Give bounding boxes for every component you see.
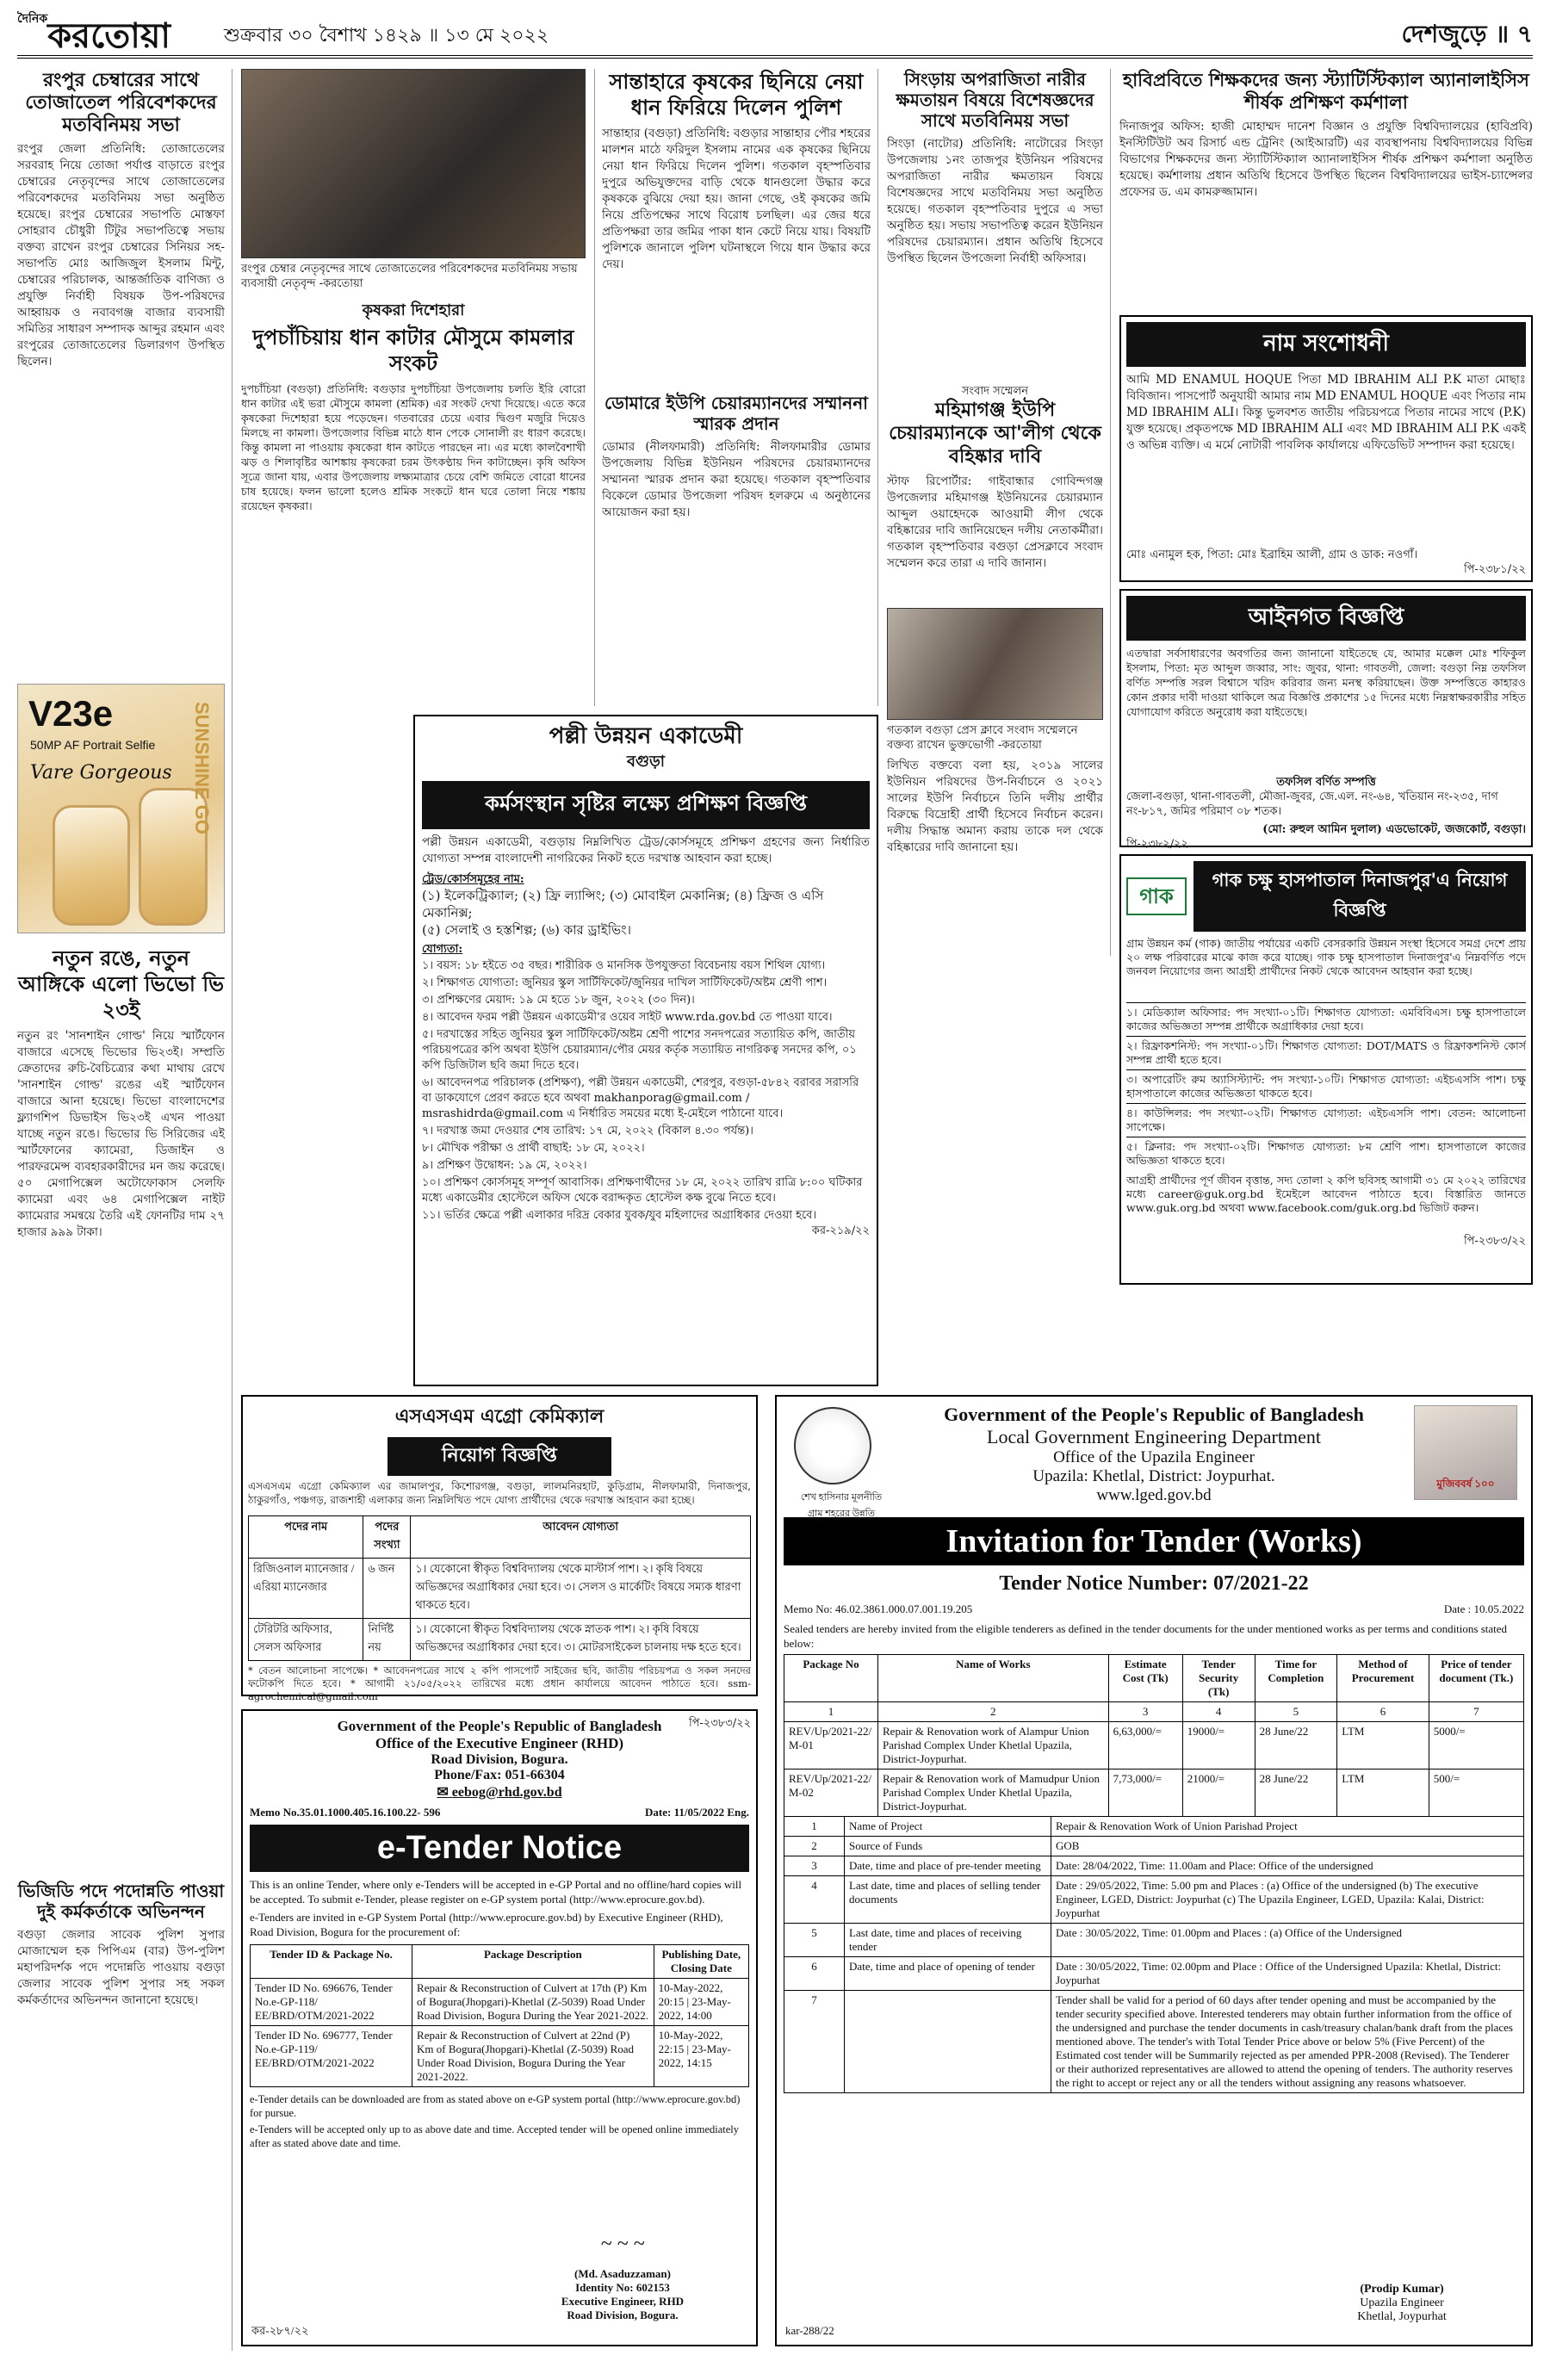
table-cell: নির্দিষ্ট নয় [363,1619,411,1661]
headline: দুপচাঁচিয়ায় ধান কাটার মৌসুমে কামলার সংকট [252,325,574,375]
ssm-footer: * বেতন আলোচনা সাপেক্ষে। * আবেদনপত্রের সাথে ২ কপি পাসপোর্ট সাইজের ছবি, জাতীয় পরিচয়পত্র ও সকল সনদের ফটোকপি দিতে হবে। * আগামী ২১/০৫/২০২২ তারিখের মধ্যে প্রধান কার্যালয়ে আবেদন পাঠাতে হবে। ssm-agrochemical@gmail.com [248,1664,751,1702]
rhd-note: e-Tenders will be accepted only up to as above date and time. Accepted tender will be opened online immediately after as stated above date and time. [250,2123,740,2149]
table-header: পদের সংখ্যা [363,1516,411,1559]
table-cell: Repair & Reconstruction of Culvert at 22nd (P) Km of Bogura(Jhopgari)-Khetlal (Z-5039) Road Under Road Division, Bogura During the Year 2021-2022. [412,2026,654,2087]
vivo-ad [17,684,225,933]
article-body: স্টাফ রিপোর্টার: গাইবান্ধার গোবিন্দগঞ্জ উপজেলার মহিমাগঞ্জ ইউনিয়নের চেয়ারম্যান আব্দুল ওয়াহেদকে আওয়ামী লীগ থেকে বহিষ্কারের দাবি জানিয়েছেন দলীয় নেতাকর্মীরা। গতকাল বৃহস্পতিবার বগুড়া প্রেসক্লাবে সংবাদ সম্মেলন করে তারা এ দাবি জানান। [887,474,1103,570]
article-body: দুপচাঁচিয়া (বগুড়া) প্রতিনিধি: বগুড়ার দুপচাঁচিয়া উপজেলায় চলতি ইরি বোরো ধান কাটার এই ভরা মৌসুমে কামলা (শ্রমিক) এর সংকট দেখা দিয়েছে। এতে করে কৃষকেরা দিশেহারা হয়ে পড়েছেন। গতবারের চেয়ে এবার দ্বিগুণ মজুরি দিয়েও মিলছে না কামলা। উপজেলার বিভিন্ন মাঠে ধান পেকে সোনালী রং ধারণ করেছে। কিন্তু কামলা না পাওয়ায় কৃষকেরা ধান কাটতে পারছেন না। এর মধ্যে কালবৈশাখী ঝড় ও শিলাবৃষ্টির আশঙ্কায় কৃষকেরা চরম উৎকণ্ঠায় দিন কাটাচ্ছেন। কৃষি অফিস সূত্রে জানা যায়, এবার উপজেলায় লক্ষ্যমাত্রার চেয়ে বেশি জমিতে বোরো ধানের চাষ হয়েছে। ফলন ভালো হলেও শ্রমিক সংকটে ধান ঘরে তোলা নিয়ে শঙ্কায় রয়েছেন কৃষকরা। [241,382,586,512]
rhd-etender-notice [241,1709,758,2346]
rda-rule: ১। বয়স: ১৮ হইতে ৩৫ বছর। শারীরিক ও মানসিক উপযুক্ততা বিবেচনায় বয়স শিথিল যোগ্য। [422,959,826,972]
table-header: Estimate Cost (Tk) [1108,1655,1182,1702]
rhd-memo-row [250,1806,749,1819]
table-cell: Tender shall be valid for a period of 60 days after tender opening and must be accompanied by the tender security specified above. Interested tenderers may obtain further information from the office of the undersigned and purchase the tender documents in cash/treasury chalan/bank draft from the places mentioned above. The tender's with Total Tender Price above or below 5% (Five Percent) of the Estimated cost tender will be Summarily rejected as per amended PPR-2008 (Revised). The Tenderer or their authorized representatives are allowed to attend the opening of tenders. The authority reserves the right to accept or reject any or all the tenders without assigning any reasons whatsoever. [1051,1991,1524,2093]
notice-ref: পি-২৩৮১/২২ [1464,563,1526,576]
gak-position: ২। রিফ্রাকশনিস্ট: পদ সংখ্যা-০১টি। শিক্ষাগত যোগ্যতা: DOT/MATS ও রিফ্রাকশনিস্ট কোর্স সম্পন্ন প্রার্থী হতে হবে। [1126,1036,1526,1069]
legal-ref: পি-২৩৮২/২২ [1126,838,1189,851]
headline: ভিজিডি পদে পদোন্নতি পাওয়া দুই কর্মকর্তাকে অভিনন্দন [17,1881,225,1922]
legal-sign: (মো: রুহুল আমিন দুলাল) এডভোকেট, জজকোর্ট, বগুড়া। [1262,823,1526,836]
ssm-title: এসএসএম এগ্রো কেমিক্যাল [394,1405,604,1428]
lged-info-table [784,1816,1524,2093]
lged-tender-notice [775,1395,1533,2346]
table-cell: 10-May-2022, 20:15 | 23-May-2022, 14:00 [654,1979,748,2026]
table-header: আবেদন যোগ্যতা [411,1516,751,1559]
rda-intro: পল্লী উন্নয়ন একাডেমী, বগুড়ায় নিম্নলিখিত ট্রেড/কোর্সসমূহে প্রশিক্ষণ গ্রহণের জন্য নির্ধারিত যোগ্যতা সম্পন্ন বাংলাদেশী নাগরিকের নিকট হতে দরখাস্ত আহবান করা হচ্ছে। [422,835,870,865]
legal-schedule-title: তফসিল বর্ণিত সম্পত্তি [1276,776,1376,789]
notice-body: আমি MD ENAMUL HOQUE পিতা MD IBRAHIM ALI P.K মাতা মোছাঃ বিবিজান। পাসপোর্ট অনুযায়ী আমার নাম MD ENAMUL HOQUE এবং পিতার নাম MD IBRAHIM ALI। কিন্তু ভুলবশত জাতীয় পরিচয়পত্রে পিতার নামের সাথে (P.K) যুক্ত হয়েছে। প্রকৃতপক্ষে MD IBRAHIM ALI এবং MD IBRAHIM ALI P.K একই ও অভিন্ন ব্যক্তি। এ মর্মে নোটারী পাবলিক কার্যালয়ে এফিডেভিট সম্পাদন করা হয়েছে। [1126,373,1526,452]
table-row [251,1979,749,2026]
legal-notice [1119,589,1533,851]
table-cell: 6 [1337,1702,1429,1722]
gak-title: গাক চক্ষু হাসপাতাল দিনাজপুর'এ নিয়োগ বিজ্ঞপ্তি [1194,861,1526,932]
headline: সিংড়ায় অপরাজিতা নারীর ক্ষমতায়ন বিষয়ে বিশেষজ্ঞদের সাথে মতবিনিময় সভা [896,69,1094,131]
table-cell: Tender ID No. 696676, Tender No.e-GP-118/ EE/BRD/OTM/2021-2022 [251,1979,412,2026]
table-cell: 5 [1255,1702,1337,1722]
rda-training-notice [413,715,878,1386]
sign-place: Khetlal, Joypurhat [1357,2310,1447,2323]
table-cell: 1 [784,1817,845,1837]
article-body: নতুন রং 'সানশাইন গোল্ড' নিয়ে স্মার্টফোন বাজারে এসেছে ভিভোর ভি২৩ই। সম্প্রতি ক্রেতাদের রুচি-বৈচিত্র্যের কথা মাথায় রেখে 'সানশাইন গোল্ড' রঙের এই স্মার্টফোন বাজারে আনা হয়েছে। ভিভো বাংলাদেশের ফ্ল্যাগশিপ ডিভাইস ভি২৩ই এখন পাওয়া যাচ্ছে নতুন রঙে। ভিভোর ভি সিরিজের এই স্মার্টফোনের ক্যামেরা, ডিজাইন ও পারফরমেন্স ব্যবহারকারীদের মন জয় করেছে। ৫০ মেগাপিক্সেল অটোফোকাস সেলফি ক্যামেরা এবং ৬৪ মেগাপিক্সেল নাইট ক্যামেরার সমন্বয়ে তৈরি এই ফোনটির দাম ২৭ হাজার ৯৯৯ টাকা। [17,1029,225,1239]
lged-notice-no: Tender Notice Number: 07/2021-22 [999,1572,1309,1595]
lged-date: Date : 10.05.2022 [1443,1602,1524,1615]
rhd-email[interactable]: ✉ eebog@rhd.gov.bd [437,1785,562,1800]
table-cell: Name of Project [845,1817,1051,1837]
table-cell: 7 [784,1991,845,2093]
issue-date: শুক্রবার ৩০ বৈশাখ ১৪২৯ ॥ ১৩ মে ২০২২ [224,25,549,46]
sign-title: Upazila Engineer [1360,2296,1444,2309]
table-cell: LTM [1337,1722,1429,1770]
lged-upazila: Upazila: Khetlal, District: Joypurhat. [1032,1467,1275,1485]
rda-rule: ৬। আবেদনপত্র পরিচালক (প্রশিক্ষণ), পল্লী উন্নয়ন একাডেমী, শেরপুর, বগুড়া-৫৮৪২ বরাবর সরাসরি বা ডাকযোগে প্রেরণ করতে হবে অথবা makhanporag@gmail.com / msrashidrda@gmail.com এ নির্ধারিত সময়ের মধ্যে ই-মেইলে পাঠানো যাবে। [422,1076,859,1120]
lged-slogan: শেখ হাসিনার মূলনীতি গ্রাম শহরের উন্নতি [800,1492,883,1519]
rhd-ref: কর-২৮৭/২২ [251,2324,309,2337]
mail-icon: ✉ [437,1785,452,1800]
rda-banner: কর্মসংস্থান সৃষ্টির লক্ষ্যে প্রশিক্ষণ বিজ্ঞপ্তি [422,781,870,829]
headline: হাবিপ্রবিতে শিক্ষকদের জন্য স্ট্যাটিস্টিক্যাল অ্যানালাইসিস শীর্ষক প্রশিক্ষণ কর্মশালা [1123,69,1529,113]
rhd-intro: This is an online Tender, where only e-Tenders will be accepted in e-GP Portal and no offline/hard copies will be accepted. To submit e-Tender, please register on e-GP system portal (http://www.eprocure.gov.bd). [250,1878,742,1906]
courses-label: ট্রেড/কোর্সসমূহের নাম: [422,873,524,886]
table-header: Price of tender document (Tk.) [1429,1655,1523,1702]
table-cell: Date : 30/05/2022, Time: 01.00pm and Places : (a) Office of the Undersigned [1051,1924,1524,1957]
article-body: দিনাজপুর অফিস: হাজী মোহাম্মদ দানেশ বিজ্ঞান ও প্রযুক্তি বিশ্ববিদ্যালয়ের (হাবিপ্রবি) ইনস্টিটিউট অব রিসার্চ এন্ড ট্রেনিং (আইআরটি) এর ব্যবস্থাপনায় বিশ্ববিদ্যালয়ের বিভিন্ন বিভাগের শিক্ষকদের জন্য স্ট্যাটিস্টিক্যাল অ্যানালাইসিস শীর্ষক প্রশিক্ষণ কর্মশালা অনুষ্ঠিত হয়েছে। কর্মশালায় প্রধান অতিথি হিসেবে উপস্থিত ছিলেন বিশ্ববিদ্যালয়ের ভাইস-চ্যান্সেলর প্রফেসর ড. এম কামরুজ্জামান। [1119,120,1533,199]
sign-id: Identity No: 602153 [575,2281,670,2294]
table-cell: 4 [784,1876,845,1924]
table-cell: 7 [1429,1702,1523,1722]
table-cell: রিজিওনাল ম্যানেজার / এরিয়া ম্যানেজার [249,1559,363,1619]
mujib-logo-text: মুজিববর্ষ ১০০ [1436,1478,1495,1490]
gak-footer: আগ্রহী প্রার্থীদের পূর্ণ জীবন বৃত্তান্ত, সদ্য তোলা ২ কপি ছবিসহ আগামী ৩১ মে ২০২২ তারিখের মধ্যে career@guk.org.bd ইমেইলে আবেদন পাঠাতে হবে। বিস্তারিত জানতে www.guk.org.bd অথবা www.facebook.com/guk.org.bd ভিজিট করুন। [1126,1174,1526,1214]
legal-schedule-row: জেলা-বগুড়া, থানা-গাবতলী, মৌজা-জুবর, জে.এল. নং-৬৪, খতিয়ান নং-২৩৫, দাগ নং-৮১৭, জমির পরিমাণ ০৮ শতক। [1126,790,1498,818]
ad-signature: Vare Gorgeous [30,762,172,784]
rda-title: পল্লী উন্নয়ন একাডেমী [549,723,743,749]
table-cell: Last date, time and places of receiving tender [845,1924,1051,1957]
table-cell: Date : 29/05/2022, Time: 5.00 pm and Places : (a) Office of the undersigned (b) The executive Engineer, LGED, District: Joypurhat (c) The Upazila Engineer, LGED, Upazila: Kalai, District: Joypurhat [1051,1876,1524,1924]
rhd-gov: Government of the People's Republic of Bangladesh [337,1718,662,1734]
table-row [784,1817,1524,1837]
table-cell: 10-May-2022, 22:15 | 23-May-2022, 14:15 [654,2026,748,2087]
press-photo [887,608,1103,720]
rda-rules [422,958,870,1224]
rhd-signature-block [524,2233,722,2322]
article-body: রংপুর জেলা প্রতিনিধি: তোজাতেলের সরবরাহ নিয়ে তোজা পর্যাপ্ত বাড়াতে রংপুর চেম্বারের নেতৃবৃন্দের সাথে তোজাতেলের পরিবেশকদের মতবিনিময় সভা অনুষ্ঠিত হয়েছে। রংপুর চেম্বারের সভাপতি মোস্তফা সোহরাব চৌধুরী টিটুর সভাপতিত্বে সভায় বক্তব্য রাখেন রংপুর চেম্বারের সিনিয়র সহ-সভাপতি মোঃ আজিজুল ইসলাম মিন্টু, চেম্বারের পরিচালক, আন্তর্জাতিক বাণিজ্য ও প্রযুক্তি নির্বাহী বিষয়ক উপ-পরিষদের আহ্বায়ক ও নবাবগঞ্জ বাজার ব্যবসায়ী সমিতির সাধারণ সম্পাদক আব্দুর রহমান এবং রংপুরের তোজাতেলের ডিলারগণ উপস্থিত ছিলেন। [17,142,225,369]
section-name: দেশজুড়ে ॥ ৭ [1401,20,1533,48]
rda-ref: কর-২১৯/২২ [811,1224,870,1237]
photo-caption: গতকাল বগুড়া প্রেস ক্লাবে সংবাদ সম্মেলনে বক্তব্য রাখেন ভুক্তভোগী -করতোয়া [887,724,1078,752]
table-cell: ১। যেকোনো স্বীকৃত বিশ্ববিদ্যালয় থেকে মাস্টার্স পাশ। ২। কৃষি বিষয়ে অভিজ্ঞদের অগ্রাধিকার দেয়া হবে। ৩। সেলস ও মার্কেটিং বিষয়ে সম্যক ধারণা থাকতে হবে। [411,1559,751,1619]
table-cell: 5 [784,1924,845,1957]
rda-rule: ৯। প্রশিক্ষণ উদ্বোধন: ১৯ মে, ২০২২। [422,1159,587,1172]
rda-rule: ১০। প্রশিক্ষণ কোর্সসমূহ সম্পূর্ণ আবাসিক। প্রশিক্ষণার্থীদের ১৮ মে, ২০২২ তারিখ রাত্রি ৮:০০ ঘটিকার মধ্যে একাডেমীর হোস্টেলে অফিস থেকে বরাদ্দকৃত হোস্টেল কক্ষ বুঝে নিতে হবে। [422,1176,863,1205]
table-cell: Date: 28/04/2022, Time: 11.00am and Place: Office of the undersigned [1051,1856,1524,1876]
logo-text: করতোয়া [47,15,171,56]
lged-dept: Local Government Engineering Department [987,1426,1321,1447]
table-row [784,1876,1524,1924]
meeting-photo [241,69,586,258]
column-2 [241,69,586,706]
table-cell: টেরিটরি অফিসার, সেলস অফিসার [249,1619,363,1661]
ssm-table [248,1515,751,1661]
rda-rule: ৩। প্রশিক্ষণের মেয়াদ: ১৯ মে হতে ১৮ জুন, ২০২২ (৩০ দিন)। [422,994,695,1007]
headline: রংপুর চেম্বারের সাথে তোজাতেল পরিবেশকদের মতবিনিময় সভা [25,69,217,136]
logo-small: দৈনিক [17,12,48,26]
gak-position: ১। মেডিক্যাল অফিসার: পদ সংখ্যা-০১টি। শিক্ষাগত যোগ্যতা: এমবিবিএস। চক্ষু হাসপাতালে কাজের অভিজ্ঞতা সম্পন্ন প্রার্থীকে অগ্রাধিকার দেয়া হবে। [1126,1002,1526,1036]
table-cell: Date, time and place of opening of tender [845,1957,1051,1991]
article-body: সিংড়া (নাটোর) প্রতিনিধি: নাটোরের সিংড়া উপজেলায় ১নং তাজপুর ইউনিয়ন পরিষদের অপরাজিতা নারীর ক্ষমতায়ন বিষয়ে বিশেষজ্ঞদের সাথে মতবিনিময় সভা অনুষ্ঠিত হয়েছে। গতকাল বৃহস্পতিবার দুপুরে এ সভা অনুষ্ঠিত হয়। সভায় সভাপতিত্ব করেন ইউনিয়ন পরিষদের চেয়ারম্যান। প্রধান অতিথি হিসেবে উপস্থিত ছিলেন উপজেলা নির্বাহী অফিসার। [887,137,1103,265]
table-row [784,1702,1524,1722]
lged-signature-block [1307,2283,1497,2324]
gak-ref: পি-২৩৮৩/২২ [1463,1235,1526,1248]
rda-rule: ৭। দরখাস্ত জমা দেওয়ার শেষ তারিখ: ১৭ মে, ২০২২ (বিকাল ৪.৩০ পর্যন্ত)। [422,1125,753,1137]
lged-gov: Government of the People's Republic of Bangladesh [944,1404,1364,1425]
column-4 [887,69,1111,956]
table-cell: GOB [1051,1837,1524,1856]
table-cell: Repair & Renovation work of Alampur Union Parishad Complex Under Khetlal Upazila, District-Joypurhat. [878,1722,1109,1770]
rda-rule: ২। শিক্ষাগত যোগ্যতা: জুনিয়র স্কুল সার্টিফিকেট/জুনিয়র দাখিল সার্টিফিকেট/অষ্টম শ্রেণী পাশ। [422,976,828,989]
ssm-intro: এসএসএম এগ্রো কেমিক্যাল এর জামালপুর, কিশোরগঞ্জ, বগুড়া, লালমনিরহাট, কুড়িগ্রাম, নীলফামারী, দিনাজপুর, ঠাকুরগাঁও, পঞ্চগড়, রাজশাহী এলাকার জন্য নিম্নলিখিত পদে যোগ্য প্রার্থীদের থেকে দরখাস্ত আহবান করা হচ্ছে। [248,1480,751,1506]
table-cell: Repair & Reconstruction of Culvert at 17th (P) Km of Bogura(Jhopgari)-Khetlal (Z-5039) Road Under Road Division, Bogura During the Year 2021-2022. [412,1979,654,2026]
rhd-note: e-Tender details can be downloaded are from as stated above on e-GP system portal (http://www.eprocure.gov.bd) for pursue. [250,2093,741,2119]
kicker: কৃষকরা দিশেহারা [362,301,465,319]
headline: ডোমারে ইউপি চেয়ারম্যানদের সম্মাননা স্মারক প্রদান [604,393,868,434]
table-cell: Last date, time and places of selling tender documents [845,1876,1051,1924]
gak-recruitment-notice [1119,854,1533,1285]
courses-line: (৫) সেলাই ও হস্তশিল্প; (৬) কার ড্রাইভিং। [422,922,631,938]
lged-ref: kar-288/22 [785,2324,834,2337]
article-body: ডোমার (নীলফামারী) প্রতিনিধি: নীলফামারীর ডোমার উপজেলায় বিভিন্ন ইউনিয়ন পরিষদের চেয়ারম্যানদের সম্মাননা স্মারক প্রদান করা হয়েছে। গতকাল বৃহস্পতিবার বিকেলে ডোমার উপজেলা পরিষদ হলরুমে এ অনুষ্ঠানের আয়োজন করা হয়। [602,440,871,519]
article-body: সান্তাহার (বগুড়া) প্রতিনিধি: বগুড়ার সান্তাহার পৌর শহরের মালশন মাঠে ফরিদুল ইসলাম নামের এক কৃষকের ছিনিয়ে নেয়া ধান ফিরিয়ে দিলেন পুলিশ। গতকাল বৃহস্পতিবার দুপুরে অভিযুক্তদের বাড়ি থেকে ধানগুলো উদ্ধার করে কৃষককে বুঝিয়ে দেয়া হয়। জানা গেছে, ওই কৃষকের জমি নিয়ে প্রতিপক্ষের সাথে বিরোধ চলছিল। এর জের ধরে প্রতিপক্ষরা তার জমির পাকা ধান কেটে নিয়ে যায়। বিষয়টি পুলিশকে জানালে পুলিশ ঘটনাস্থলে গিয়ে ধান উদ্ধার করে দেয়। [602,127,871,271]
table-header: Method of Procurement [1337,1655,1429,1702]
sign-title: Executive Engineer, RHD [561,2295,685,2308]
table-cell: 21000/= [1182,1770,1255,1817]
table-cell: Date : 30/05/2022, Time: 02.00pm and Place : Office of the Undersigned Upazila: Khetlal, District: Joypurhat [1051,1957,1524,1991]
lged-works-table [784,1654,1524,1817]
table-cell: 5000/= [1429,1722,1523,1770]
ad-tagline: 50MP AF Portrait Selfie [30,738,156,752]
ad-model: V23e [28,693,114,734]
table-cell: 500/= [1429,1770,1523,1817]
table-header: পদের নাম [249,1516,363,1559]
legal-body: এতদ্বারা সর্বসাধারণের অবগতির জন্য জানানো যাইতেছে যে, আমার মক্কেল মোঃ শফিকুল ইসলাম, পিতা: মৃত আব্দুল জব্বার, সাং: জুবর, থানা: গাবতলী, জেলা: বগুড়া নিম্ন তফসিল বর্ণিত সম্পত্তি সরল বিশ্বাসে খরিদ করিবার জন্য মনস্থ করিয়াছেন। উক্ত সম্পত্তিতে কাহারও কোন প্রকার দাবী দাওয়া থাকিলে অত্র বিজ্ঞপ্তি প্রকাশের ১৫ দিনের মধ্যে নিম্নস্বাক্ষরকারীর সহিত যোগাযোগ করিতে অনুরোধ করা যাইতেছে। [1126,647,1526,718]
lged-office: Office of the Upazila Engineer [1053,1448,1255,1466]
masthead-logo [17,9,170,66]
rhd-title: e-Tender Notice [250,1825,749,1872]
rda-rule: ১১। ভর্তির ক্ষেত্রে পল্লী এলাকার দরিদ্র বেকার যুবক/যুব মহিলাদের অগ্রাধিকার দেওয়া হবে। [422,1209,817,1222]
table-row [784,1991,1524,2093]
table-row [784,1924,1524,1957]
table-cell: 2 [878,1702,1109,1722]
gak-logo: গাক [1126,877,1187,915]
mujib-logo [1414,1405,1517,1500]
lged-memo-row [784,1602,1524,1616]
phone-image [53,805,130,926]
rules-label: যোগ্যতা: [422,943,463,956]
courses-line: (১) ইলেকট্রিক্যাল; (২) ফ্রি ল্যান্সিং; (৩) মোবাইল মেকানিক্স; (৪) ফ্রিজ ও এসি মেকানিক্স; [422,888,824,920]
notice-title: নাম সংশোধনী [1126,322,1526,367]
sign-div: Road Division, Bogura. [567,2309,679,2321]
gak-position: ৩। অপারেটিং রুম অ্যাসিস্ট্যান্ট: পদ সংখ্যা-১০টি। শিক্ষাগত যোগ্যতা: এইচএসসি পাশ। চক্ষু হাসপাতালে কাজের অভিজ্ঞতা থাকতে হবে। [1126,1069,1526,1103]
ssm-ref: পি-২৩৮৩/২২ [688,1717,751,1730]
table-cell: 4 [1182,1702,1255,1722]
rda-subtitle: বগুড়া [626,753,666,771]
column-3 [594,69,878,706]
name-correction-notice [1119,315,1533,582]
table-header: Name of Works [878,1655,1109,1702]
table-header: Package No [784,1655,878,1702]
rda-rule: ৫। দরখাস্তের সহিত জুনিয়র স্কুল সার্টিফিকেট/অষ্টম শ্রেণী পাশের সনদপত্রের সত্যায়িত কপি, জাতীয় পরিচয়পত্রের কপি অথবা ইউপি চেয়ারম্যান/পৌর মেয়র কর্তৃক সত্যায়িত নাগরিকত্ব সনদের কপি, ০১ কপি ডিজিটাল ছবি জমা দিতে হবে। [422,1028,857,1072]
rhd-table [250,1944,749,2087]
table-cell: 2 [784,1837,845,1856]
lged-web: www.lged.gov.bd [1096,1486,1212,1504]
table-cell: LTM [1337,1770,1429,1817]
table-row [784,1856,1524,1876]
rda-rule: ৪। আবেদন ফরম পল্লী উন্নয়ন একাডেমী'র ওয়েব সাইট www.rda.gov.bd তে পাওয়া যাবে। [422,1011,833,1024]
sign-name: (Prodip Kumar) [1360,2283,1444,2296]
gak-header [1126,861,1526,932]
table-row [784,1770,1524,1817]
table-header: Time for Completion [1255,1655,1337,1702]
table-cell: Repair & Renovation work of Mamudpur Union Parishad Complex Under Khetlal Upazila, District-Joypurhat. [878,1770,1109,1817]
table-cell: 28 June/22 [1255,1722,1337,1770]
headline: নতুন রঙে, নতুন আঙ্গিকে এলো ভিভো ভি ২৩ই [17,945,224,1022]
article-body: বগুড়া জেলার সাবেক পুলিশ সুপার মোজাম্মেল হক পিপিএম (বার) উপ-পুলিশ মহাপরিদর্শক পদে পদোন্নতি পাওয়ায় বগুড়া জেলার সাবেক পুলিশ সুপার সহ সকল কর্মকর্তাদের অভিনন্দন জানানো হয়েছে। [17,1928,225,2007]
signature-scribble: ~ ~ ~ [600,2233,645,2255]
gak-position: ৫। ক্লিনার: পদ সংখ্যা-০২টি। শিক্ষাগত যোগ্যতা: ৮ম শ্রেণি পাশ। হাসপাতালে কাজের অভিজ্ঞতা থাকতে হবে। [1126,1137,1526,1170]
rhd-phone: Phone/Fax: 051-66304 [434,1768,565,1782]
table-cell: Source of Funds [845,1837,1051,1856]
gak-positions [1126,1002,1526,1170]
lged-title: Invitation for Tender (Works) [784,1517,1524,1565]
table-header: Publishing Date, Closing Date [654,1945,748,1979]
lged-memo: Memo No: 46.02.3861.000.07.001.19.205 [784,1602,973,1615]
table-cell: 28 June/22 [1255,1770,1337,1817]
legal-title: আইনগত বিজ্ঞপ্তি [1126,596,1526,641]
table-row [249,1559,751,1619]
table-cell: ৬ জন [363,1559,411,1619]
page-header [17,9,1533,59]
table-cell: 19000/= [1182,1722,1255,1770]
table-row [784,1722,1524,1770]
gak-position: ৪। কাউন্সিলর: পদ সংখ্যা-০২টি। শিক্ষাগত যোগ্যতা: এইচএসসি পাশ। বেতন: আলোচনা সাপেক্ষে। [1126,1103,1526,1137]
column-5 [1119,69,1533,1369]
headline: মহিমাগঞ্জ ইউপি চেয়ারম্যানকে আ'লীগ থেকে বহিষ্কার দাবি [889,399,1101,468]
ad-side-text: SUNSHINE GO [191,702,213,835]
rda-rule: ৮। মৌখিক পরীক্ষা ও প্রার্থী বাছাই: ১৮ মে, ২০২২। [422,1142,645,1155]
table-header: Tender ID & Package No. [251,1945,412,1979]
table-row [249,1619,751,1661]
table-row [784,1837,1524,1856]
table-cell: 3 [1108,1702,1182,1722]
table-cell: 1 [784,1702,878,1722]
photo-caption: রংপুর চেম্বার নেতৃবৃন্দের সাথে তোজাতেলের পরিবেশকদের মতবিনিময় সভায় ব্যবসায়ী নেতৃবৃন্দ -করতোয়া [241,263,578,290]
table-row [251,2026,749,2087]
notice-sign: মোঃ এনামুল হক, পিতা: মোঃ ইব্রাহিম আলী, গ্রাম ও ডাক: নওগাঁ। [1126,549,1418,561]
table-cell: 7,73,000/= [1108,1770,1182,1817]
rhd-intro2: e-Tenders are invited in e-GP System Portal (http://www.eprocure.gov.bd) by Executive Engineer (RHD), Road Division, Bogura for the procurement of: [250,1911,723,1938]
lged-logo [794,1407,871,1484]
table-cell: Tender ID No. 696777, Tender No.e-GP-119/ EE/BRD/OTM/2021-2022 [251,2026,412,2087]
rhd-memo: Memo No.35.01.1000.405.16.100.22- 596 [250,1806,441,1819]
table-cell: 6 [784,1957,845,1991]
table-cell [845,1991,1051,2093]
table-header: Package Description [412,1945,654,1979]
rhd-div: Road Division, Bogura. [431,1752,568,1767]
column-1 [17,69,232,2351]
article-body: লিখিত বক্তব্যে বলা হয়, ২০১৯ সালের ইউনিয়ন পরিষদের উপ-নির্বাচনে ও ২০২১ সালের ইউপি নির্বাচনে তিনি দলীয় প্রার্থীর বিরুদ্ধে বিদ্রোহী প্রার্থী হিসেবে নির্বাচন করেন। দলীয় সিদ্ধান্ত অমান্য করায় তাকে দল থেকে বহিষ্কারের দাবি জানানো হয়। [887,759,1103,854]
table-cell: Repair & Renovation Work of Union Parishad Project [1051,1817,1524,1837]
table-cell: 3 [784,1856,845,1876]
table-cell: REV/Up/2021-22/ M-02 [784,1770,878,1817]
gak-intro: গ্রাম উন্নয়ন কর্ম (গাক) জাতীয় পর্যায়ের একটি বেসরকারি উন্নয়ন সংস্থা হিসেবে সমগ্র দেশে প্রায় ২০ লক্ষ পরিবারের মাঝে কাজ করে যাচ্ছে। গাক চক্ষু হাসপাতাল দিনাজপুর'এ নিম্নবর্ণিত পদে জনবল নিয়োগের জন্য আগ্রহী প্রার্থীদের নিকট থেকে আবেদন আহবান করা হচ্ছে। [1126,937,1526,977]
kicker: সংবাদ সম্মেলন [961,385,1029,398]
table-cell: ১। যেকোনো স্বীকৃত বিশ্ববিদ্যালয় থেকে স্নাতক পাশ। ২। কৃষি বিষয়ে অভিজ্ঞদের অগ্রাধিকার দেয়া হবে। ৩। মোটরসাইকেল চালনায় দক্ষ হতে হবে। [411,1619,751,1661]
table-cell: Date, time and place of pre-tender meeting [845,1856,1051,1876]
rhd-date: Date: 11/05/2022 Eng. [645,1806,749,1819]
lged-intro: Sealed tenders are hereby invited from the eligible tenderers as defined in the tender documents for the under mentioned works as per terms and conditions stated below: [784,1622,1508,1650]
table-cell: 6,63,000/= [1108,1722,1182,1770]
table-header: Tender Security (Tk) [1182,1655,1255,1702]
headline: সান্তাহারে কৃষকের ছিনিয়ে নেয়া ধান ফিরিয়ে দিলেন পুলিশ [609,69,864,120]
rhd-office: Office of the Executive Engineer (RHD) [375,1735,624,1751]
ssm-banner: নিয়োগ বিজ্ঞপ্তি [388,1437,611,1476]
sign-name: (Md. Asaduzzaman) [574,2267,671,2280]
table-row [784,1957,1524,1991]
table-cell: REV/Up/2021-22/ M-01 [784,1722,878,1770]
